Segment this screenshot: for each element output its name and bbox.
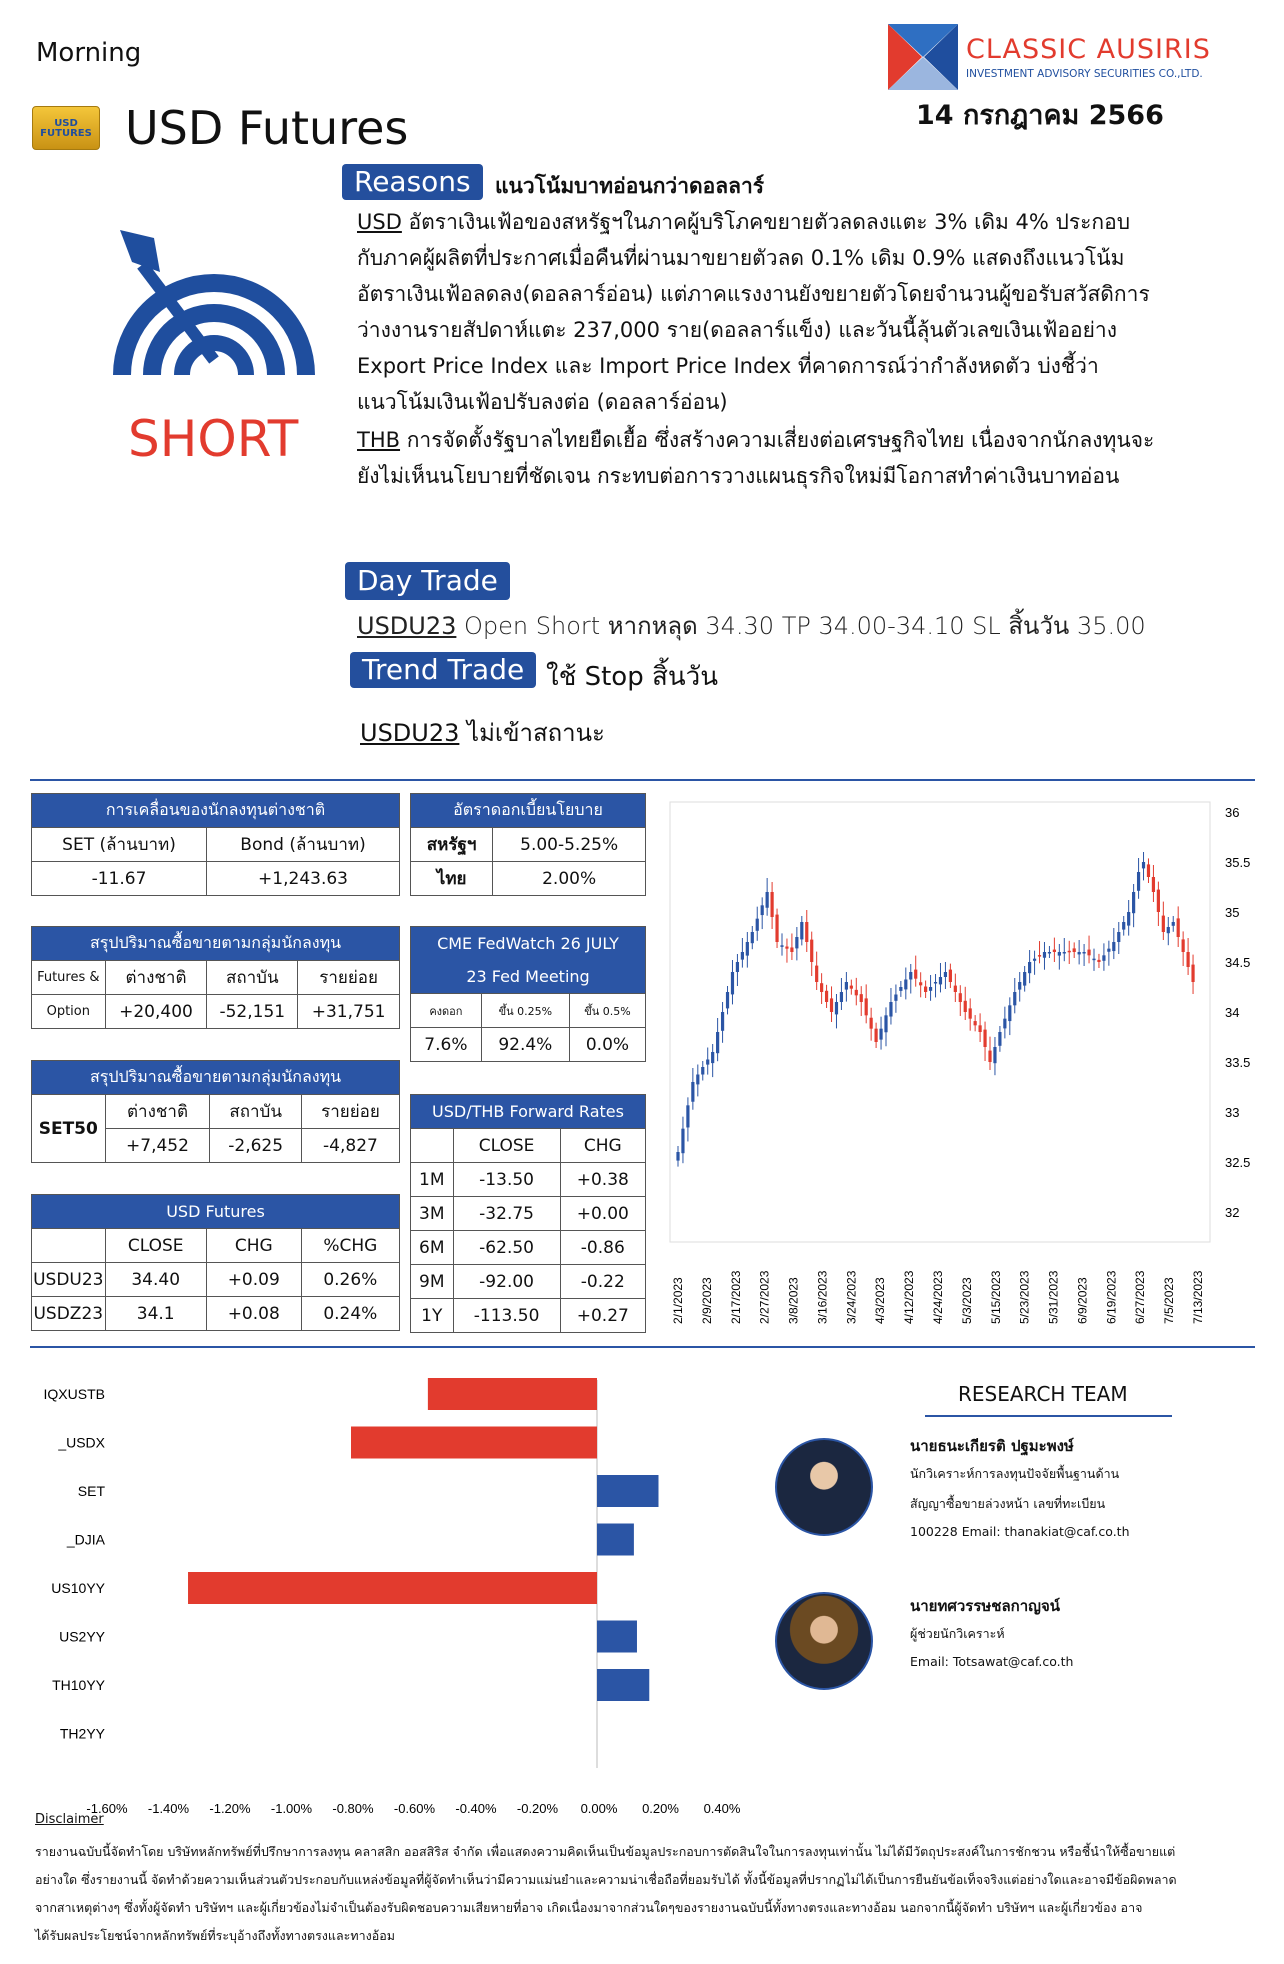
candle-body	[1122, 922, 1125, 930]
candle-body	[919, 982, 922, 985]
company-logo-mark-icon	[888, 24, 958, 90]
candle-body	[751, 932, 754, 943]
divider-top	[30, 779, 1255, 781]
bar-x-tick-label: -0.40%	[455, 1801, 497, 1816]
candle-body	[721, 1012, 724, 1031]
candle-body	[1053, 950, 1056, 952]
candle-body	[1082, 952, 1085, 954]
company-subtitle: INVESTMENT ADVISORY SECURITIES CO.,LTD.	[966, 68, 1203, 80]
usd-futures-table-title: USD Futures	[32, 1195, 400, 1229]
bar	[597, 1524, 634, 1556]
fedwatch-title-2: 23 Fed Meeting	[411, 960, 646, 994]
bar-x-tick-label: -1.40%	[147, 1801, 190, 1816]
candle-body	[1058, 952, 1061, 956]
thb-reason-text: การจัดตั้งรัฐบาลไทยยืดเยื้อ ซึ่งสร้างความเสี่ยงต่อเศรษฐกิจไทย เนื่องจากนักลงทุนจะ	[400, 428, 1155, 452]
candle-body	[889, 1002, 892, 1017]
candle-body	[894, 995, 897, 1001]
candle-body	[1152, 877, 1155, 892]
bar-x-tick-label: -1.60%	[86, 1801, 128, 1816]
bar-x-tick-label: 0.40%	[703, 1801, 741, 1816]
candle-body	[1073, 948, 1076, 952]
candle-body	[800, 922, 803, 939]
bar-category-label: SET	[77, 1483, 105, 1499]
trend-trade-line	[360, 713, 605, 752]
usd-reason-line-2: กับภาคผู้ผลิตที่ประกาศเมื่อคืนที่ผ่านมาขยายตัวลด 0.1% เดิม 0.9% แสดงถึงแนวโน้ม	[357, 246, 1125, 270]
candle-body	[696, 1075, 699, 1085]
fedwatch-value: 92.4%	[481, 1028, 569, 1062]
candle-body	[1087, 950, 1090, 956]
candle-body	[1177, 918, 1180, 937]
bar	[188, 1572, 597, 1604]
x-tick-label: 4/3/2023	[873, 1277, 888, 1324]
forward-rates-col: CHG	[560, 1129, 645, 1163]
bar-category-label: TH2YY	[59, 1725, 105, 1742]
usd-futures-logo	[32, 106, 100, 150]
x-tick-label: 5/31/2023	[1046, 1270, 1061, 1324]
candle-plot-frame	[670, 802, 1210, 1242]
bar	[597, 1621, 637, 1653]
candle-body	[924, 987, 927, 992]
thb-tag: THB	[357, 428, 401, 452]
usd-futures-pct: 0.24%	[301, 1297, 399, 1331]
candle-body	[1043, 952, 1046, 958]
fedwatch-col: ขึ้น 0.5%	[569, 994, 645, 1028]
member-role: สัญญาซื้อขายล่วงหน้า เลขที่ทะเบียน	[910, 1496, 1106, 1511]
day-trade-text: Open Short หากหลุด 34.30 TP 34.00-34.10 SL สิ้นวัน 35.00	[456, 612, 1146, 640]
candle-body	[835, 1002, 838, 1014]
research-team-title: RESEARCH TEAM	[958, 1382, 1128, 1406]
usd-futures-col: CLOSE	[105, 1229, 206, 1263]
usd-futures-logo-text: USD FUTURES	[40, 118, 92, 139]
usd-futures-pct: 0.26%	[301, 1263, 399, 1297]
usd-reason-line-4: ว่างงานรายสัปดาห์แตะ 237,000 ราย(ดอลลาร์แข็ง) และวันนี้ลุ้นตัวเลขเงินเฟ้ออย่าง	[357, 318, 1117, 342]
candle-body	[780, 945, 783, 947]
usd-reason-text: อัตราเงินเฟ้อของสหรัฐฯในภาคผู้บริโภคขยายตัวลดลงแตะ 3% เดิม 4% ประกอบ	[401, 210, 1131, 234]
candle-body	[969, 1008, 972, 1018]
candle-body	[736, 962, 739, 972]
foreign-flow-title: การเคลื่อนของนักลงทุนต่างชาติ	[32, 794, 400, 828]
forward-close: -113.50	[453, 1299, 560, 1333]
usd-futures-blank	[32, 1229, 106, 1263]
member-role: นักวิเคราะห์การลงทุนปัจจัยพื้นฐานด้าน	[910, 1466, 1120, 1481]
candle-body	[865, 998, 868, 1015]
x-tick-label: 5/15/2023	[988, 1270, 1003, 1324]
candle-body	[1117, 932, 1120, 942]
set50-flow-title: สรุปปริมาณซื้อขายตามกลุ่มนักลงทุน	[32, 1061, 400, 1095]
bar	[428, 1378, 597, 1410]
usd-futures-close: 34.1	[105, 1297, 206, 1331]
candle-body	[949, 970, 952, 982]
candle-body	[691, 1082, 694, 1102]
report-date: 14 กรกฎาคม 2566	[916, 100, 1164, 131]
foreign-flow-table	[31, 793, 400, 896]
bar-x-tick-label: -0.80%	[332, 1801, 374, 1816]
candle-body	[1008, 1005, 1011, 1021]
usd-futures-symbol: USDU23	[32, 1263, 106, 1297]
candle-body	[879, 1029, 882, 1040]
futures-flow-row-label-1: Futures &	[32, 961, 106, 995]
member-contact: Email: Totsawat@caf.co.th	[910, 1654, 1074, 1669]
research-team-underline	[925, 1415, 1172, 1417]
usd-futures-table	[31, 1194, 400, 1331]
candle-body	[1028, 962, 1031, 973]
candle-body	[1147, 864, 1150, 877]
bar-category-label: _DJIA	[66, 1531, 105, 1548]
candle-body	[830, 998, 833, 1012]
candle-body	[676, 1152, 679, 1161]
candle-body	[1023, 972, 1026, 986]
usd-reason-line-1	[357, 204, 1130, 240]
trend-trade-text: ไม่เข้าสถานะ	[459, 719, 605, 747]
candle-body	[870, 1018, 873, 1029]
candle-body	[716, 1032, 719, 1053]
candle-body	[964, 1001, 967, 1012]
forward-close: -32.75	[453, 1197, 560, 1231]
page-title: USD Futures	[125, 101, 409, 155]
candle-body	[974, 1021, 977, 1025]
candle-body	[701, 1067, 704, 1075]
y-tick-label: 33	[1225, 1105, 1240, 1120]
candle-body	[874, 1029, 877, 1042]
forward-chg: -0.22	[560, 1265, 645, 1299]
forward-rates-col: CLOSE	[453, 1129, 560, 1163]
candle-body	[1068, 951, 1071, 953]
candle-body	[1013, 992, 1016, 1005]
y-tick-label: 36	[1225, 805, 1240, 820]
forward-rates-title: USD/THB Forward Rates	[411, 1095, 646, 1129]
bar-category-label: IQXUSTB	[43, 1386, 105, 1402]
candle-body	[1167, 927, 1170, 933]
price-candlestick-chart	[655, 790, 1265, 1330]
company-name: CLASSIC AUSIRIS	[966, 34, 1211, 65]
candle-body	[1018, 982, 1021, 990]
candle-body	[1112, 942, 1115, 951]
usd-futures-chg: +0.09	[206, 1263, 301, 1297]
member-name: นายทศวรรษชลกาญจน์	[910, 1597, 1060, 1615]
x-tick-label: 5/3/2023	[959, 1277, 974, 1324]
policy-rate-value: 5.00-5.25%	[493, 828, 646, 862]
forward-rates-table	[410, 1094, 646, 1333]
disclaimer-line: อย่างใด ซึ่งรายงานนี้ จัดทำด้วยความเห็นส่วนตัวประกอบกับแหล่งข้อมูลที่ผู้จัดทำเห็นว่ามีความแม่นยำและความน่าเชื่อถือที่ยอมรับได้ ทั้งนี้ข้อมูลที่ปรากฏไม่ได้เป็นการยืนยันข้อเท็จจริงแต่อย่างใดและอาจมีข้อผิดพลาด	[35, 1872, 1177, 1887]
fedwatch-table	[410, 926, 646, 1062]
set50-value: -4,827	[301, 1129, 399, 1163]
fedwatch-value: 7.6%	[411, 1028, 482, 1062]
candle-body	[904, 980, 907, 990]
avatar	[775, 1592, 873, 1690]
x-tick-label: 2/9/2023	[699, 1277, 714, 1324]
candle-body	[944, 972, 947, 977]
candle-body	[785, 947, 788, 949]
x-tick-label: 3/16/2023	[815, 1270, 830, 1324]
avatar	[775, 1438, 873, 1536]
candle-body	[1097, 960, 1100, 962]
forward-tenor: 6M	[411, 1231, 454, 1265]
company-logo	[888, 24, 958, 90]
forward-tenor: 1M	[411, 1163, 454, 1197]
candle-body	[761, 905, 764, 915]
member-role: ผู้ช่วยนักวิเคราะห์	[910, 1626, 1005, 1641]
disclaimer-line: รายงานฉบับนี้จัดทำโดย บริษัทหลักทรัพย์ที่ปรึกษาการลงทุน คลาสสิก ออสสิริส จำกัด เพื่อแสดงความคิดเห็นเป็นข้อมูลประกอบการตัดสินใจในการลงทุนเท่านั้น ไม่ได้มีวัตถุประสงค์ในการชักชวน หรือชี้นำให้ซื้อขายแต่	[35, 1844, 1176, 1859]
candle-body	[1048, 952, 1051, 954]
candle-body	[1137, 872, 1140, 891]
x-tick-label: 2/1/2023	[671, 1277, 685, 1324]
reasons-headline: แนวโน้มบาทอ่อนกว่าดอลลาร์	[495, 174, 765, 198]
policy-rate-value: 2.00%	[493, 862, 646, 896]
candle-body	[978, 1025, 981, 1032]
candle-body	[1162, 916, 1165, 932]
candle-body	[756, 919, 759, 931]
candle-body	[1092, 959, 1095, 961]
policy-rate-title: อัตราดอกเบี้ยนโยบาย	[411, 794, 646, 828]
foreign-flow-value: -11.67	[32, 862, 207, 896]
candle-body	[805, 922, 808, 942]
bar-x-tick-label: -1.20%	[209, 1801, 251, 1816]
x-tick-label: 3/8/2023	[786, 1277, 801, 1324]
futures-flow-row-label-2: Option	[32, 995, 106, 1029]
candle-body	[746, 942, 749, 956]
forward-tenor: 1Y	[411, 1299, 454, 1333]
x-tick-label: 6/9/2023	[1075, 1277, 1090, 1324]
fedwatch-title-1: CME FedWatch 26 JULY	[411, 927, 646, 961]
candle-body	[884, 1015, 887, 1032]
candle-body	[686, 1105, 689, 1127]
candle-body	[1142, 862, 1145, 868]
thb-reason-line-2: ยังไม่เห็นนโยบายที่ชัดเจน กระทบต่อการวางแผนธุรกิจใหม่มีโอกาสทำค่าเงินบาทอ่อน	[357, 464, 1120, 488]
thb-reason-line-1	[357, 422, 1154, 458]
divider-middle	[30, 1346, 1255, 1348]
candle-body	[766, 892, 769, 908]
x-tick-label: 2/27/2023	[757, 1270, 772, 1324]
candle-body	[1102, 955, 1105, 960]
forward-close: -92.00	[453, 1265, 560, 1299]
set50-col: ต่างชาติ	[105, 1095, 210, 1129]
y-tick-label: 32	[1225, 1205, 1240, 1220]
usd-tag: USD	[357, 210, 402, 234]
futures-flow-col: สถาบัน	[207, 961, 298, 995]
candle-body	[1191, 965, 1194, 982]
futures-flow-col: ต่างชาติ	[105, 961, 207, 995]
candle-body	[850, 986, 853, 989]
futures-flow-col: รายย่อย	[298, 961, 400, 995]
fedwatch-col: คงดอก	[411, 994, 482, 1028]
futures-flow-value: -52,151	[207, 995, 298, 1029]
candle-body	[726, 992, 729, 1008]
candle-body	[810, 940, 813, 962]
bar-category-label: TH10YY	[52, 1677, 105, 1693]
usd-reason-line-6: แนวโน้มเงินเฟ้อปรับลงต่อ (ดอลลาร์อ่อน)	[357, 390, 728, 414]
candle-body	[825, 991, 828, 1002]
candle-body	[775, 915, 778, 942]
candle-body	[934, 982, 937, 984]
fedwatch-value: 0.0%	[569, 1028, 645, 1062]
day-trade-line	[357, 606, 1146, 645]
y-tick-label: 33.5	[1225, 1055, 1251, 1070]
disclaimer-title: Disclaimer	[35, 1812, 104, 1827]
member-name: นายธนะเกียรติ ปฐมะพงษ์	[910, 1437, 1074, 1455]
candle-body	[959, 993, 962, 1002]
x-tick-label: 6/19/2023	[1104, 1270, 1119, 1324]
candle-body	[909, 972, 912, 980]
trend-trade-label: Trend Trade	[350, 652, 536, 688]
usd-futures-close: 34.40	[105, 1263, 206, 1297]
bar	[597, 1475, 659, 1507]
edition-label: Morning	[36, 38, 142, 68]
set50-row-label: SET50	[32, 1095, 106, 1163]
candle-body	[914, 970, 917, 979]
usd-futures-symbol: USDZ23	[32, 1297, 106, 1331]
bar	[351, 1427, 597, 1459]
candle-body	[899, 987, 902, 991]
candle-body	[731, 972, 734, 994]
policy-rate-country: สหรัฐฯ	[411, 828, 493, 862]
day-trade-label: Day Trade	[345, 562, 510, 600]
usd-futures-col: CHG	[206, 1229, 301, 1263]
y-tick-label: 32.5	[1225, 1155, 1251, 1170]
candle-body	[1033, 959, 1036, 961]
candle-body	[711, 1052, 714, 1063]
candle-body	[706, 1060, 709, 1065]
candle-body	[790, 947, 793, 952]
foreign-flow-value: +1,243.63	[207, 862, 400, 896]
x-tick-label: 2/17/2023	[728, 1270, 743, 1324]
set50-col: รายย่อย	[301, 1095, 399, 1129]
forward-chg: -0.86	[560, 1231, 645, 1265]
candle-body	[815, 966, 818, 982]
candle-body	[770, 892, 773, 917]
forward-tenor: 3M	[411, 1197, 454, 1231]
policy-rate-country: ไทย	[411, 862, 493, 896]
disclaimer-line: ได้รับผลประโยชน์จากหลักทรัพย์ที่ระบุอ้างถึงทั้งทางตรงและทางอ้อม	[35, 1928, 395, 1943]
candle-body	[998, 1032, 1001, 1046]
y-tick-label: 35	[1225, 905, 1240, 920]
bar-x-tick-label: -1.00%	[270, 1801, 313, 1816]
trend-trade-note: ใช้ Stop สิ้นวัน	[546, 662, 718, 692]
set50-flow-table	[31, 1060, 400, 1163]
forward-close: -62.50	[453, 1231, 560, 1265]
candle-body	[993, 1047, 996, 1063]
candle-body	[855, 990, 858, 995]
y-tick-label: 35.5	[1225, 855, 1251, 870]
candle-body	[1182, 939, 1185, 952]
forward-chg: +0.38	[560, 1163, 645, 1197]
candle-body	[860, 994, 863, 1002]
bar-x-tick-label: -0.60%	[393, 1801, 436, 1816]
candle-body	[1157, 890, 1160, 912]
candle-body	[840, 992, 843, 1002]
bar-category-label: US2YY	[59, 1628, 105, 1645]
set50-col: สถาบัน	[210, 1095, 302, 1129]
x-tick-label: 4/12/2023	[902, 1270, 917, 1324]
futures-flow-table	[31, 926, 400, 1029]
member-contact: 100228 Email: thanakiat@caf.co.th	[910, 1524, 1130, 1539]
x-tick-label: 7/5/2023	[1162, 1277, 1177, 1324]
x-tick-label: 5/23/2023	[1017, 1270, 1032, 1324]
y-tick-label: 34.5	[1225, 955, 1251, 970]
x-tick-label: 7/13/2023	[1191, 1270, 1205, 1324]
usd-reason-line-5: Export Price Index และ Import Price Index ที่คาดการณ์ว่ากำลังหดตัว บ่งชี้ว่า	[357, 354, 1099, 378]
usd-reason-line-3: อัตราเงินเฟ้อลดลง(ดอลลาร์อ่อน) แต่ภาคแรงงานยังขยายตัวโดยจำนวนผู้ขอรับสวัสดิการ	[357, 282, 1150, 306]
candle-body	[1127, 912, 1130, 926]
futures-flow-value: +20,400	[105, 995, 207, 1029]
fedwatch-col: ขึ้น 0.25%	[481, 994, 569, 1028]
target-icon	[112, 210, 317, 380]
forward-chg: +0.27	[560, 1299, 645, 1333]
foreign-flow-col: SET (ล้านบาท)	[32, 828, 207, 862]
reasons-label: Reasons	[342, 164, 483, 200]
bar-x-tick-label: 0.20%	[642, 1801, 679, 1816]
candle-body	[939, 977, 942, 984]
x-tick-label: 4/24/2023	[931, 1270, 945, 1324]
candle-body	[1107, 949, 1110, 952]
candle-body	[795, 937, 798, 948]
candle-body	[1038, 955, 1041, 957]
y-tick-label: 34	[1225, 1005, 1240, 1020]
day-trade-symbol: USDU23	[357, 612, 457, 640]
disclaimer-line: จากสาเหตุต่างๆ ซึ่งทั้งผู้จัดทำ บริษัทฯ และผู้เกี่ยวข้องไม่จำเป็นต้องรับผิดชอบความเสียหายที่อาจ เกิดเนื่องมาจากส่วนใดๆของรายงานฉบับนี้ทั้งทางตรงและทางอ้อม นอกจากนี้ผู้จัดทำ บริษัทฯ และผู้เกี่ยวข้อง อาจ	[35, 1900, 1143, 1915]
candle-body	[1003, 1019, 1006, 1029]
candle-body	[1186, 952, 1189, 967]
candle-body	[741, 952, 744, 960]
bar-category-label: US10YY	[51, 1580, 105, 1596]
candle-body	[681, 1129, 684, 1154]
signal-label: SHORT	[128, 410, 299, 468]
candle-body	[1172, 922, 1175, 926]
candle-body	[929, 987, 932, 991]
usd-futures-chg: +0.08	[206, 1297, 301, 1331]
forward-close: -13.50	[453, 1163, 560, 1197]
usd-futures-col: %CHG	[301, 1229, 399, 1263]
candle-body	[988, 1051, 991, 1062]
set50-value: -2,625	[210, 1129, 302, 1163]
bar-x-tick-label: 0.00%	[580, 1801, 618, 1816]
bar-x-tick-label: -0.20%	[516, 1801, 559, 1816]
x-tick-label: 6/27/2023	[1133, 1270, 1148, 1324]
candle-body	[845, 982, 848, 990]
candle-body	[1063, 952, 1066, 954]
policy-rate-table	[410, 793, 646, 896]
bar	[597, 1669, 649, 1701]
market-change-bar-chart	[30, 1370, 760, 1816]
trend-trade-symbol: USDU23	[360, 719, 460, 747]
bar-category-label: _USDX	[58, 1434, 105, 1451]
set50-value: +7,452	[105, 1129, 210, 1163]
futures-flow-value: +31,751	[298, 995, 400, 1029]
forward-tenor: 9M	[411, 1265, 454, 1299]
forward-chg: +0.00	[560, 1197, 645, 1231]
candle-body	[1132, 892, 1135, 913]
forward-rates-blank	[411, 1129, 454, 1163]
candle-body	[820, 983, 823, 992]
candle-body	[1078, 952, 1081, 954]
futures-flow-title: สรุปปริมาณซื้อขายตามกลุ่มนักลงทุน	[32, 927, 400, 961]
x-tick-label: 3/24/2023	[844, 1270, 859, 1324]
foreign-flow-col: Bond (ล้านบาท)	[207, 828, 400, 862]
candle-body	[954, 986, 957, 992]
candle-body	[983, 1030, 986, 1047]
